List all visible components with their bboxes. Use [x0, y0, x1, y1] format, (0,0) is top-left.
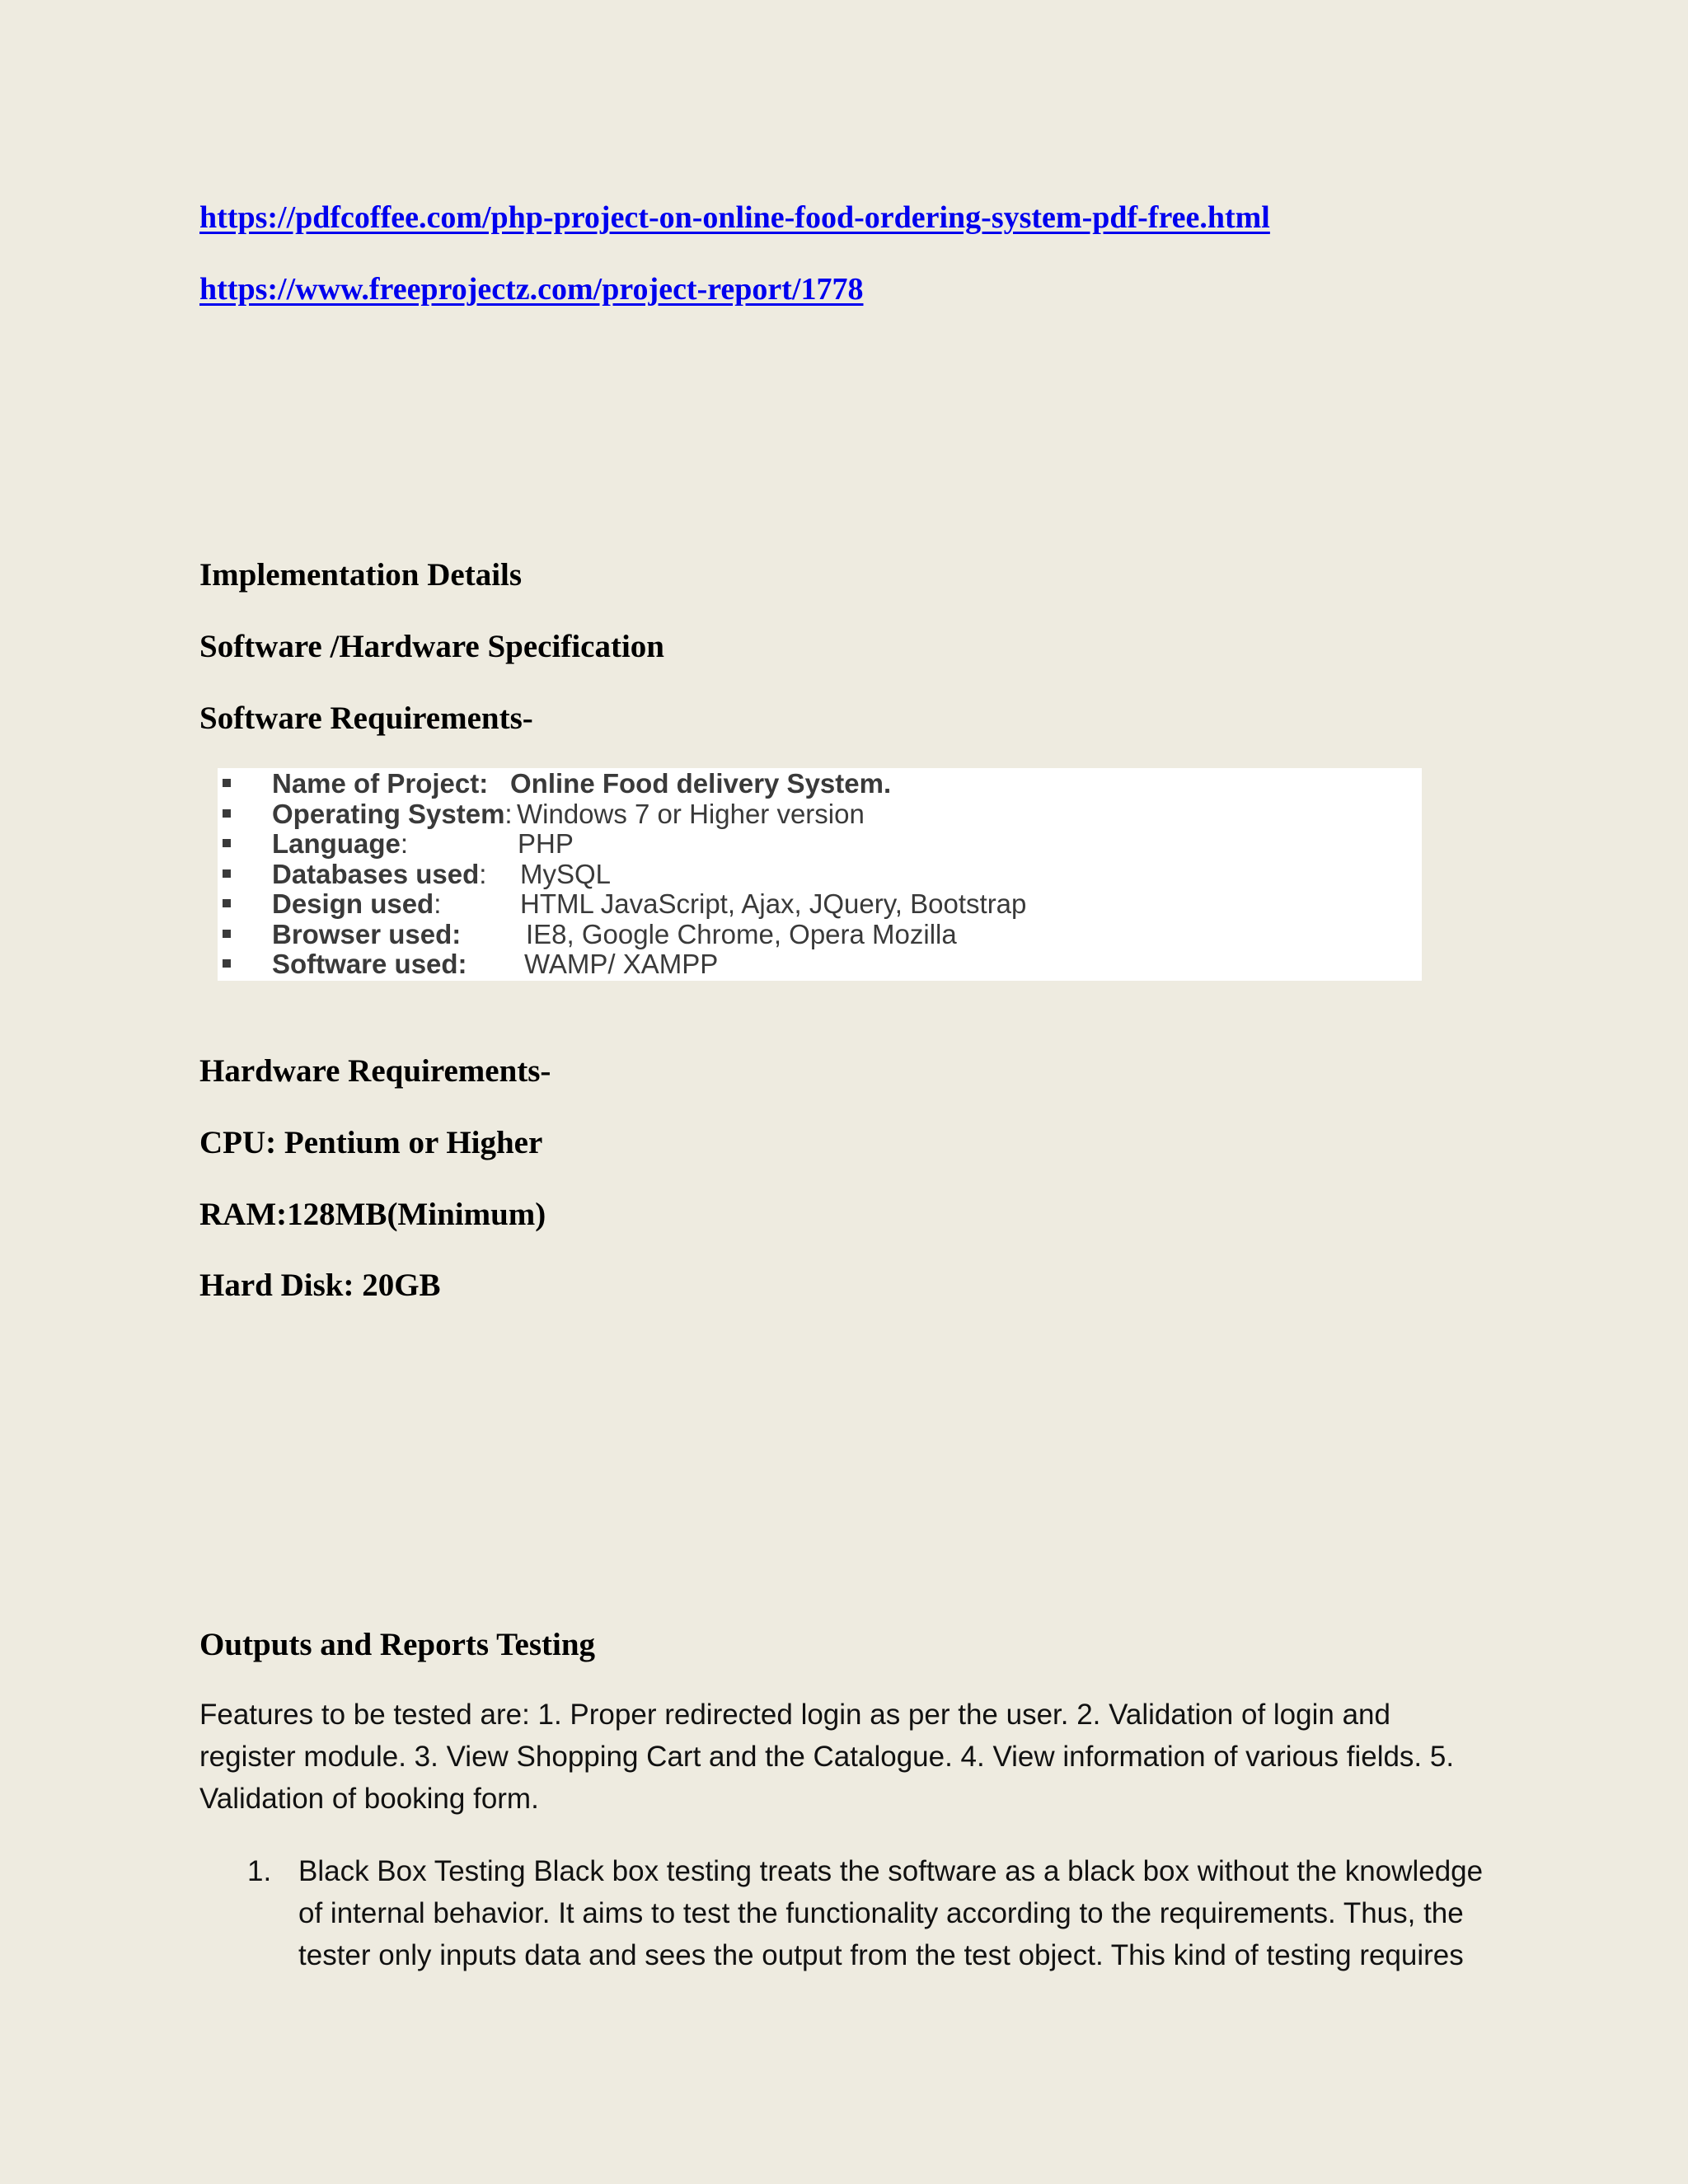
heading-software-requirements: Software Requirements- — [199, 701, 533, 736]
square-bullet-icon — [223, 839, 231, 847]
hardware-ram: RAM:128MB(Minimum) — [199, 1197, 546, 1232]
list-item-text: Black Box Testing Black box testing treats the software as a black box without the knowledge of internal behavior. It aims to test the functionality according to the requirements. Thus, the tester only inputs data and sees the output from the test object. This kind of testing requires — [298, 1855, 1484, 1971]
heading-outputs-reports-testing: Outputs and Reports Testing — [199, 1627, 596, 1662]
square-bullet-icon — [223, 959, 231, 968]
software-spec-list — [218, 768, 1422, 981]
spec-label: Browser used: — [272, 918, 462, 949]
reference-link-freeprojectz[interactable]: https://www.freeprojectz.com/project-report/1778 — [199, 272, 864, 307]
spec-label: Databases used: — [272, 858, 487, 889]
square-bullet-icon — [223, 779, 231, 787]
spec-label: Operating System: — [272, 798, 513, 829]
hardware-disk: Hard Disk: 20GB — [199, 1268, 441, 1303]
heading-hardware-requirements: Hardware Requirements- — [199, 1053, 551, 1089]
spec-value: WAMP/ XAMPP — [524, 949, 719, 979]
heading-software-hardware-spec: Software /Hardware Specification — [199, 629, 664, 664]
spec-value: PHP — [518, 828, 574, 859]
spec-label: Language: — [272, 828, 409, 859]
heading-implementation-details: Implementation Details — [199, 557, 523, 593]
spec-value: HTML JavaScript, Ajax, JQuery, Bootstrap — [520, 888, 1027, 919]
spec-value: Online Food delivery System. — [510, 768, 892, 799]
square-bullet-icon — [223, 930, 231, 938]
spec-value: Windows 7 or Higher version — [517, 798, 865, 829]
spec-label: Design used: — [272, 888, 442, 919]
spec-label: Name of Project: — [272, 768, 489, 799]
square-bullet-icon — [223, 899, 231, 907]
hardware-cpu: CPU: Pentium or Higher — [199, 1125, 543, 1160]
list-item-number: 1. — [247, 1855, 272, 1887]
square-bullet-icon — [223, 809, 231, 818]
spec-label: Software used: — [272, 949, 467, 979]
spec-value: IE8, Google Chrome, Opera Mozilla — [526, 918, 957, 949]
square-bullet-icon — [223, 869, 231, 878]
features-paragraph: Features to be tested are: 1. Proper redirected login as per the user. 2. Validation of login and register module. 3. View Shopping Cart and the Catalogue. 4. View information of various fields. 5. Validation of booking form. — [199, 1699, 1455, 1815]
spec-value: MySQL — [520, 858, 612, 889]
reference-link-pdfcoffee[interactable]: https://pdfcoffee.com/php-project-on-online-food-ordering-system-pdf-free.html — [199, 200, 1270, 235]
